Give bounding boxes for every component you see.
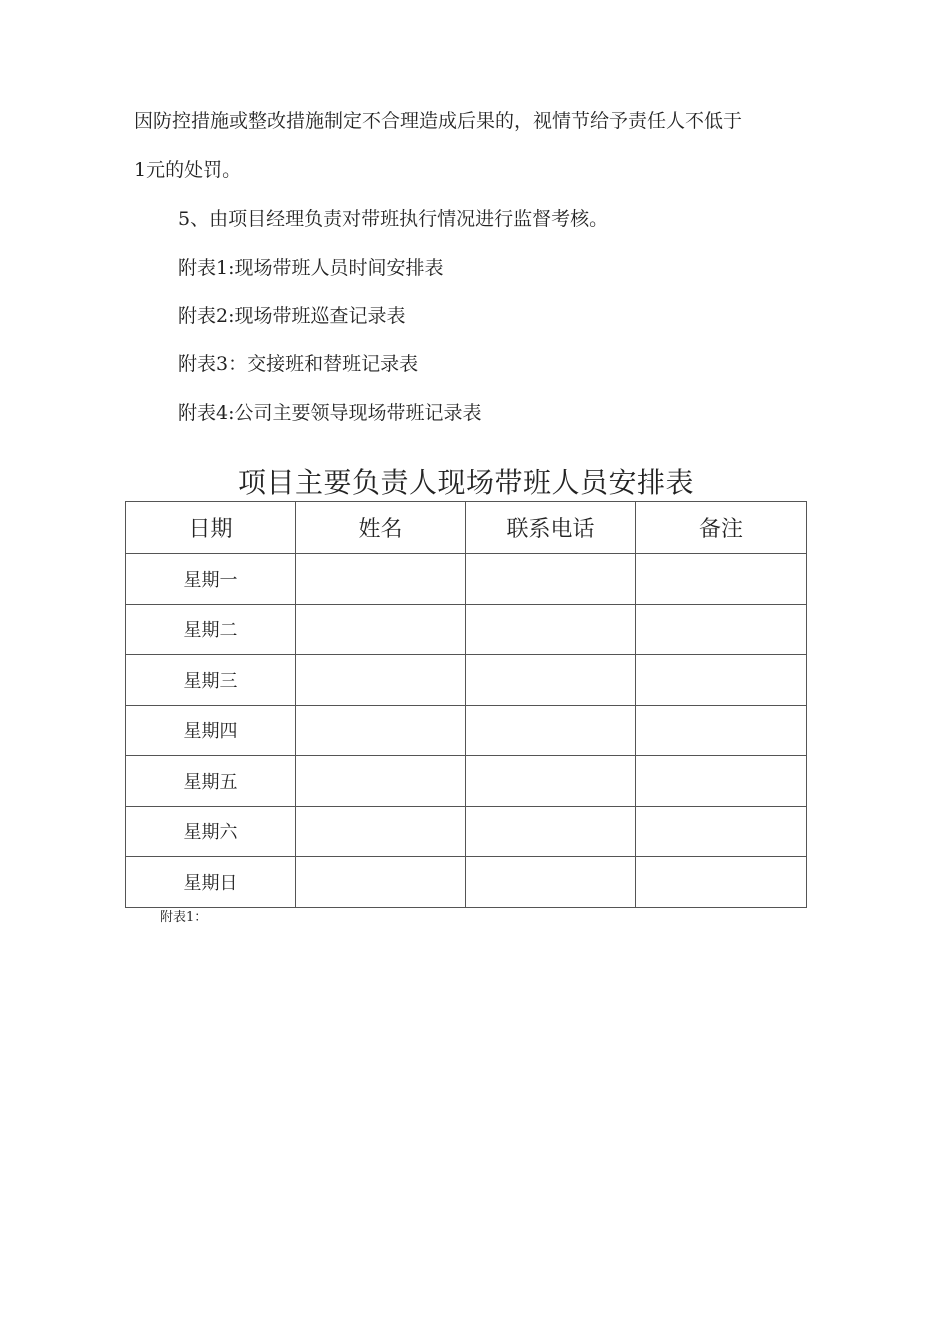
cell-day: 星期一 (126, 554, 296, 605)
table-row (126, 705, 807, 756)
cell-name (296, 554, 466, 605)
table-row (126, 554, 807, 605)
paragraph-item-5: 5、由项目经理负责对带班执行情况进行监督考核。 (178, 208, 609, 230)
cell-phone (466, 655, 636, 706)
cell-phone (466, 705, 636, 756)
cell-day: 星期二 (126, 604, 296, 655)
cell-remarks (636, 655, 807, 706)
cell-remarks (636, 756, 807, 807)
table-row (126, 604, 807, 655)
cell-name (296, 604, 466, 655)
header-date: 日期 (126, 502, 296, 554)
cell-phone (466, 857, 636, 908)
cell-remarks (636, 554, 807, 605)
cell-remarks (636, 705, 807, 756)
cell-name (296, 756, 466, 807)
cell-remarks (636, 604, 807, 655)
header-phone: 联系电话 (466, 502, 636, 554)
cell-phone (466, 806, 636, 857)
cell-day: 星期日 (126, 857, 296, 908)
cell-day: 星期三 (126, 655, 296, 706)
table-footnote: 附表1： (160, 910, 208, 925)
paragraph-penalty-amount: 1元的处罚。 (134, 159, 242, 181)
cell-remarks (636, 857, 807, 908)
schedule-table (125, 501, 807, 908)
cell-day: 星期四 (126, 705, 296, 756)
cell-name (296, 655, 466, 706)
table-row (126, 857, 807, 908)
cell-phone (466, 756, 636, 807)
cell-day: 星期六 (126, 806, 296, 857)
table-row (126, 756, 807, 807)
appendix-4-ref: 附表4:公司主要领导现场带班记录表 (178, 402, 482, 424)
cell-phone (466, 604, 636, 655)
cell-name (296, 806, 466, 857)
table-title: 项目主要负责人现场带班人员安排表 (237, 466, 694, 499)
cell-remarks (636, 806, 807, 857)
header-name: 姓名 (296, 502, 466, 554)
appendix-1-ref: 附表1:现场带班人员时间安排表 (178, 257, 444, 279)
table-row (126, 806, 807, 857)
cell-day: 星期五 (126, 756, 296, 807)
header-remarks: 备注 (636, 502, 807, 554)
cell-name (296, 705, 466, 756)
appendix-3-ref: 附表3：交接班和替班记录表 (178, 353, 419, 375)
cell-phone (466, 554, 636, 605)
table-row (126, 655, 807, 706)
table-header-row (126, 502, 807, 554)
paragraph-penalty-clause: 因防控措施或整改措施制定不合理造成后果的，视情节给予责任人不低于 (134, 110, 743, 132)
appendix-2-ref: 附表2:现场带班巡查记录表 (178, 305, 406, 327)
cell-name (296, 857, 466, 908)
